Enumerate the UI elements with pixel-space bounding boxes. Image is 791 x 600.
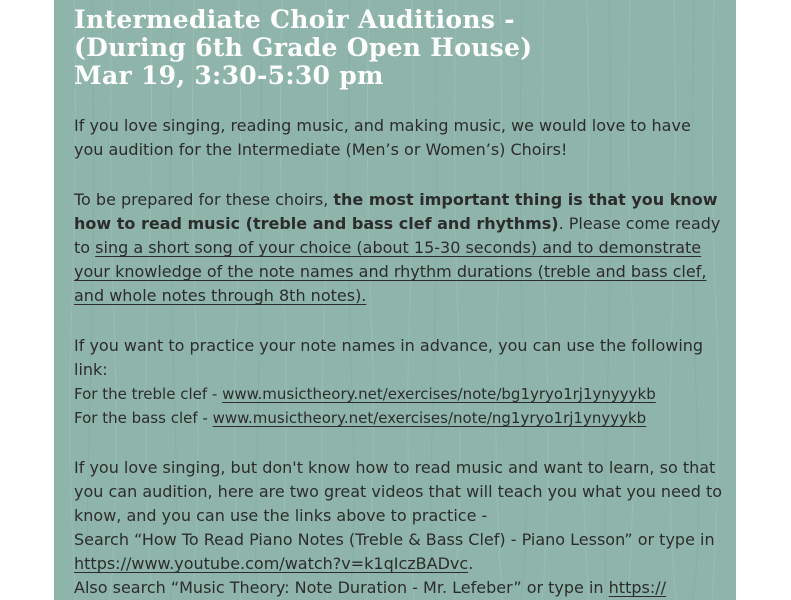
heading-line-2: (During 6th Grade Open House)	[74, 33, 533, 62]
practice-paragraph	[74, 334, 724, 430]
heading-line-3: Mar 19, 3:30-5:30 pm	[74, 61, 384, 90]
learning-paragraph	[74, 456, 724, 600]
learning-intro: If you love singing, but don't know how to read music and want to learn, so that you can audition, here are two great videos that will teach you what you need to know, and you can use the links above to practice -	[74, 458, 723, 525]
flyer-content	[74, 0, 724, 600]
preparation-prefix: To be prepared for these choirs,	[74, 190, 334, 209]
flyer-heading	[74, 6, 724, 90]
search-line-1	[74, 528, 724, 576]
treble-clef-link[interactable]: www.musictheory.net/exercises/note/bg1yryo1rj1ynyyykb	[222, 385, 656, 403]
bass-clef-line	[74, 406, 724, 430]
intro-paragraph: If you love singing, reading music, and making music, we would love to have you audition for the Intermediate (Men’s or Women’s) Choirs!	[74, 116, 691, 159]
search-1-text: Search “How To Read Piano Notes (Treble & Bass Clef) - Piano Lesson” or type in	[74, 530, 715, 549]
treble-clef-label: For the treble clef -	[74, 385, 223, 403]
preparation-middle: . Please come ready to	[74, 214, 721, 257]
practice-intro: If you want to practice your note names in advance, you can use the following link:	[74, 336, 704, 379]
second-video-link[interactable]: https://	[608, 578, 667, 597]
treble-clef-line	[74, 382, 724, 406]
bass-clef-link[interactable]: www.musictheory.net/exercises/note/ng1yryo1rj1ynyyykb	[212, 409, 647, 427]
search-line-2	[74, 576, 724, 600]
search-1-end: .	[468, 554, 474, 573]
bass-clef-label: For the bass clef -	[74, 409, 213, 427]
preparation-emphasis: the most important thing is that you know how to read music (treble and bass clef and rhythms)	[74, 190, 718, 233]
preparation-paragraph	[74, 188, 724, 308]
flyer-body	[74, 114, 724, 600]
flyer-card	[54, 0, 736, 600]
search-2-text: Also search “Music Theory: Note Duration - Mr. Lefeber” or type in	[74, 578, 609, 597]
preparation-requirements: sing a short song of your choice (about 15-30 seconds) and to demonstrate your knowledge of the note names and rhythm durations (treble and bass clef, and whole notes through 8th notes).	[74, 238, 707, 305]
heading-line-1: Intermediate Choir Auditions -	[74, 5, 515, 34]
youtube-link[interactable]: https://www.youtube.com/watch?v=k1qIczBADvc	[74, 554, 469, 573]
